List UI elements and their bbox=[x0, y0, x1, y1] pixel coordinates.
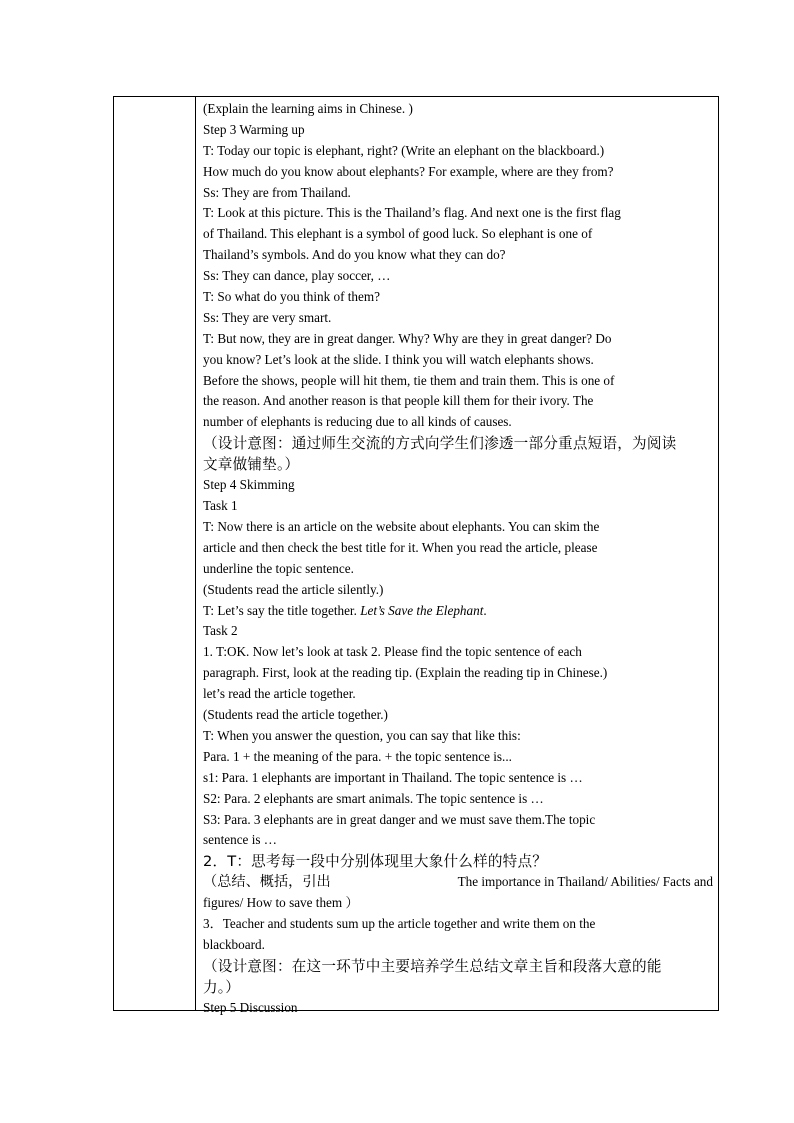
article-title: Let’s Save the Elephant bbox=[360, 602, 484, 618]
text-line: T: Now there is an article on the website about elephants. You can skim the bbox=[203, 519, 600, 535]
text-line: Ss: They are from Thailand. bbox=[203, 184, 351, 200]
text-line: article and then check the best title for it. When you read the article, please bbox=[203, 539, 598, 555]
column-divider bbox=[195, 97, 196, 1010]
design-note-line: （设计意图：在这一环节中主要培养学生总结文章主旨和段落大意的能 bbox=[203, 957, 662, 975]
text-line: paragraph. First, look at the reading tip. (Explain the reading tip in Chinese.) bbox=[203, 665, 608, 681]
text-line: of Thailand. This elephant is a symbol of good luck. So elephant is one of bbox=[203, 226, 593, 242]
text-line: underline the topic sentence. bbox=[203, 560, 354, 576]
text-line: number of elephants is reducing due to all kinds of causes. bbox=[203, 414, 512, 430]
step-heading: Step 5 Discussion bbox=[203, 999, 298, 1015]
text-line: 1. T:OK. Now let’s look at task 2. Please find the topic sentence of each bbox=[203, 644, 582, 660]
design-note-line: 力。） bbox=[203, 978, 241, 996]
mixed-language-line bbox=[203, 872, 713, 893]
text-line: T: When you answer the question, you can say that like this: bbox=[203, 727, 521, 743]
text-line: the reason. And another reason is that people kill them for their ivory. The bbox=[203, 393, 594, 409]
design-note-line: 文章做铺垫。） bbox=[203, 456, 300, 474]
text-line: 3．Teacher and students sum up the article together and write them on the bbox=[203, 916, 596, 932]
text-line: T: But now, they are in great danger. Why? Why are they in great danger? Do bbox=[203, 330, 612, 346]
text-line: Para. 1 + the meaning of the para. + the topic sentence is... bbox=[203, 748, 512, 764]
text-line: S3: Para. 3 elephants are in great danger and we must save them.The topic bbox=[203, 811, 596, 827]
design-note-line: （设计意图：通过师生交流的方式向学生们渗透一部分重点短语，为阅读 bbox=[203, 435, 677, 453]
text-line: let’s read the article together. bbox=[203, 686, 356, 702]
table-content-cell bbox=[203, 99, 713, 1019]
text-line: Ss: They can dance, play soccer, … bbox=[203, 268, 391, 284]
step-heading: Step 4 Skimming bbox=[203, 477, 295, 493]
text-line: Ss: They are very smart. bbox=[203, 309, 332, 325]
text-line: Thailand’s symbols. And do you know what they can do? bbox=[203, 247, 506, 263]
text-line: you know? Let’s look at the slide. I think you will watch elephants shows. bbox=[203, 351, 594, 367]
step-heading: Step 3 Warming up bbox=[203, 121, 305, 137]
text-line: Before the shows, people will hit them, tie them and train them. This is one of bbox=[203, 372, 615, 388]
text-line: S2: Para. 2 elephants are smart animals. The topic sentence is … bbox=[203, 790, 544, 806]
text-line: figures/ How to save them ） bbox=[203, 895, 359, 911]
table-left-cell bbox=[114, 97, 195, 1010]
text-line: (Students read the article silently.) bbox=[203, 581, 384, 597]
text-line: T: Look at this picture. This is the Thailand’s flag. And next one is the first flag bbox=[203, 205, 621, 221]
task-heading: Task 1 bbox=[203, 498, 238, 514]
text-line: sentence is … bbox=[203, 832, 277, 848]
lesson-plan-table bbox=[113, 96, 719, 1015]
text-line: How much do you know about elephants? For example, where are they from? bbox=[203, 163, 614, 179]
mixed-line-chinese: （总结、概括，引出 bbox=[203, 874, 331, 891]
text-line: (Students read the article together.) bbox=[203, 707, 388, 723]
text-line: blackboard. bbox=[203, 936, 265, 952]
text-line: T: Today our topic is elephant, right? (Write an elephant on the blackboard.) bbox=[203, 142, 605, 158]
chinese-question-line: 2．T：思考每一段中分别体现里大象什么样的特点？ bbox=[203, 853, 548, 871]
text-line: (Explain the learning aims in Chinese. ) bbox=[203, 101, 413, 116]
title-line-prefix: T: Let’s say the title together. bbox=[203, 602, 361, 618]
title-line-suffix: . bbox=[483, 602, 487, 618]
task-heading: Task 2 bbox=[203, 623, 238, 639]
text-line: s1: Para. 1 elephants are important in Thailand. The topic sentence is … bbox=[203, 769, 583, 785]
text-line: T: So what do you think of them? bbox=[203, 289, 380, 305]
title-line bbox=[203, 601, 713, 622]
mixed-line-english: The importance in Thailand/ Abilities/ Facts and bbox=[457, 874, 713, 890]
